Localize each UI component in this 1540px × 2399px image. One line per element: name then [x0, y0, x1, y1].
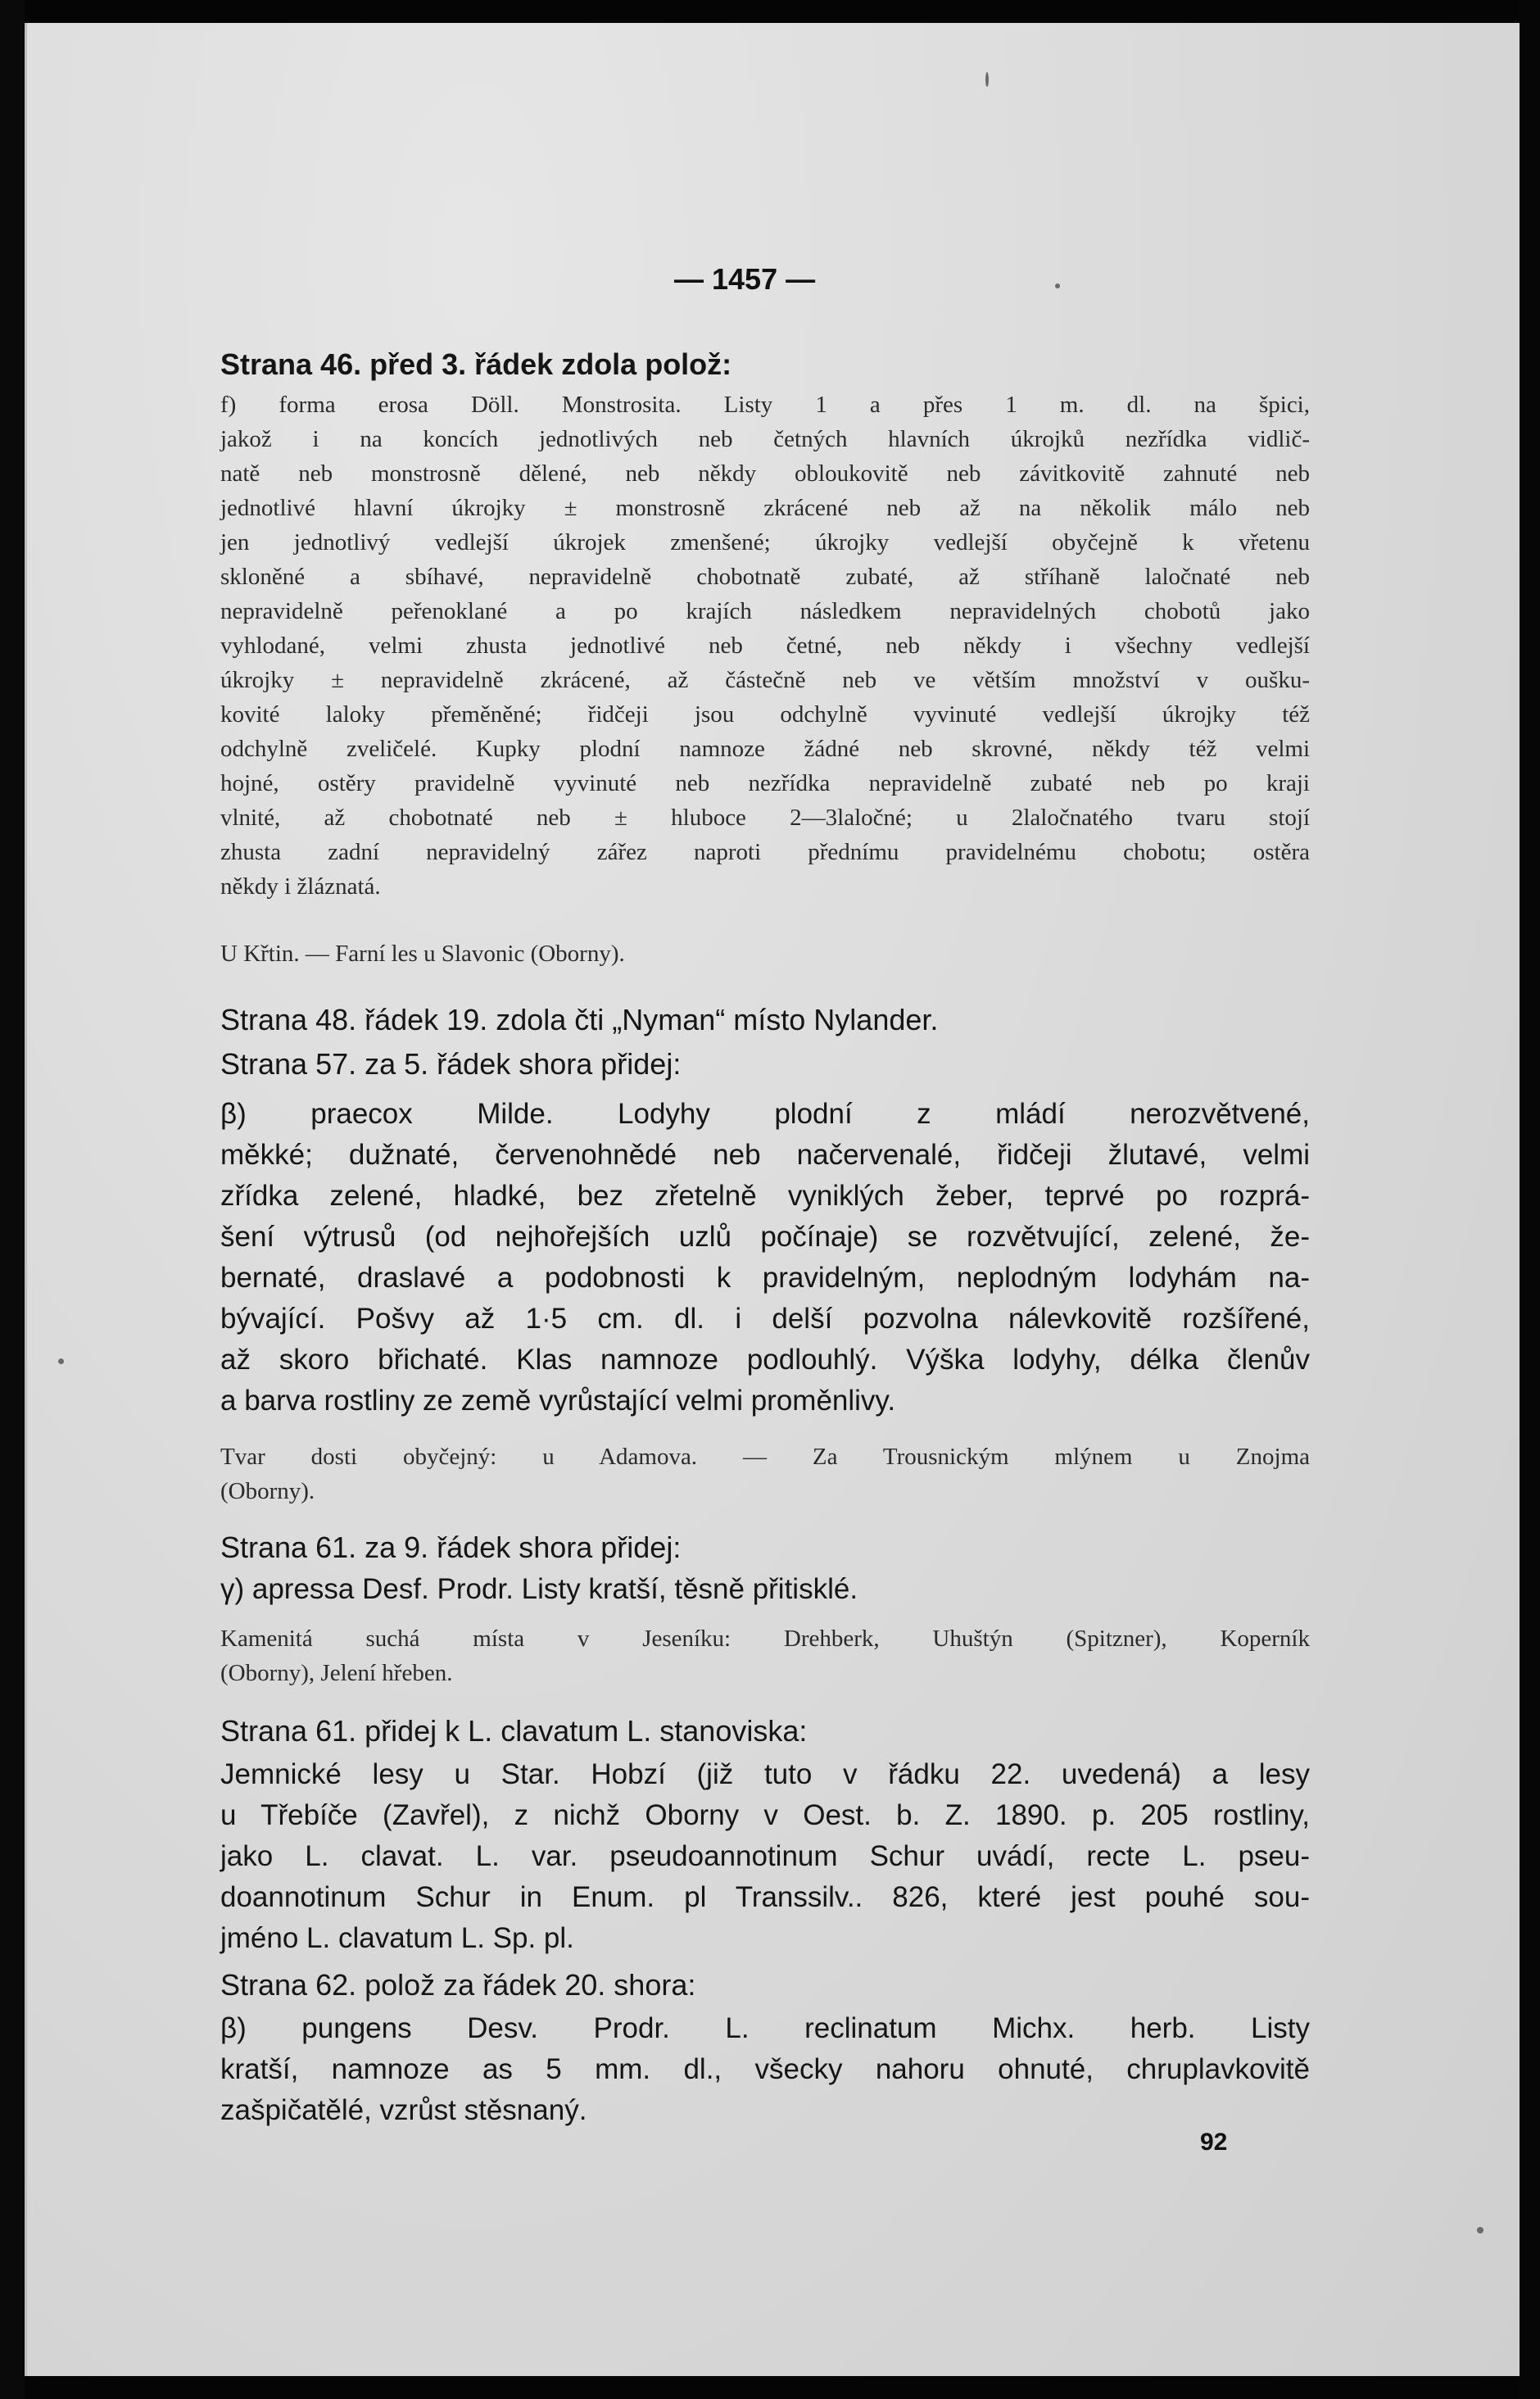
section-heading: Strana 48. řádek 19. zdola čti „Nyman“ místo Nylander. [220, 1003, 939, 1036]
text-line: odchylně zveličelé. Kupky plodní namnoze žádné neb skrovné, někdy též velmi [220, 736, 1310, 762]
text-line: Jemnické lesy u Star. Hobzí (již tuto v řádku 22. uvedená) a lesy [220, 1758, 1310, 1790]
text-line: u Třebíče (Zavřel), z nichž Oborny v Oest. b. Z. 1890. p. 205 rostliny, [220, 1799, 1310, 1831]
text-line: bernaté, draslavé a podobnosti k pravidelným, neplodným lodyhám na- [220, 1262, 1310, 1294]
text-line: hojné, ostěry pravidelně vyvinuté neb nezřídka nepravidelně zubaté neb po kraji [220, 770, 1310, 796]
page-number: — 1457 — [674, 262, 816, 296]
text-line: úkrojky ± nepravidelně zkrácené, až částečně neb ve větším množství v oušku- [220, 667, 1310, 693]
text-line: jednotlivé hlavní úkrojky ± monstrosně zkrácené neb až na několik málo neb [220, 495, 1310, 521]
section-heading: Strana 61. přidej k L. clavatum L. stanoviska: [220, 1714, 808, 1748]
text-line: kovité laloky přeměněné; řidčeji jsou odchylně vyvinuté vedlejší úkrojky též [220, 701, 1310, 728]
locality-note: U Křtin. — Farní les u Slavonic (Oborny). [220, 941, 625, 967]
text-line: měkké; dužnaté, červenohnědé neb načervenalé, řidčeji žlutavé, velmi [220, 1139, 1310, 1171]
locality-note: Kamenitá suchá místa v Jeseníku: Drehberk, Uhuštýn (Spitzner), Koperník [220, 1626, 1310, 1652]
text-line: někdy i žláznatá. [220, 873, 381, 900]
text-line: zhusta zadní nepravidelný zářez naproti přednímu pravidelnému chobotu; ostěra [220, 839, 1310, 865]
text-line: jako L. clavat. L. var. pseudoannotinum Schur uvádí, recte L. pseu- [220, 1840, 1310, 1872]
dust-mark [985, 72, 989, 87]
text-line: jen jednotlivý vedlejší úkrojek zmenšené; úkrojky vedlejší obyčejně k vřetenu [220, 529, 1310, 556]
section-heading: Strana 62. polož za řádek 20. shora: [220, 1968, 696, 2002]
text-line: vlnité, až chobotnaté neb ± hluboce 2—3laločné; u 2laločnatého tvaru stojí [220, 805, 1310, 831]
text-line: doannotinum Schur in Enum. pl Transsilv.. 826, které jest pouhé sou- [220, 1881, 1310, 1913]
text-line: skloněné a sbíhavé, nepravidelně chobotnatě zubaté, až stříhaně laločnaté neb [220, 564, 1310, 590]
scan-border-right [1517, 0, 1540, 2399]
locality-note: (Oborny), Jelení hřeben. [220, 1660, 453, 1686]
text-line: bývající. Pošvy až 1·5 cm. dl. i delší pozvolna nálevkovitě rozšířené, [220, 1303, 1310, 1335]
dust-mark [1055, 283, 1060, 288]
section-heading: Strana 61. za 9. řádek shora přidej: [220, 1531, 682, 1564]
locality-note: Tvar dosti obyčejný: u Adamova. — Za Trousnickým mlýnem u Znojma [220, 1444, 1310, 1470]
dust-mark [58, 1358, 64, 1364]
text-line: a barva rostliny ze země vyrůstající velmi proměnlivy. [220, 1385, 896, 1417]
text-line: β) praecox Milde. Lodyhy plodní z mládí nerozvětvené, [220, 1098, 1310, 1130]
text-line: zašpičatělé, vzrůst stěsnaný. [220, 2094, 587, 2126]
text-line: zřídka zelené, hladké, bez zřetelně vyniklých žeber, teprvé po rozprá- [220, 1180, 1310, 1212]
text-line: jakož i na koncích jednotlivých neb četných hlavních úkrojků nezřídka vidlič- [220, 426, 1310, 452]
text-line: až skoro břichaté. Klas namnoze podlouhlý. Výška lodyhy, délka členův [220, 1344, 1310, 1376]
signature-mark: 92 [1200, 2129, 1228, 2156]
text-line: γ) apressa Desf. Prodr. Listy kratší, těsně přitisklé. [220, 1573, 858, 1605]
text-line: nepravidelně peřenoklané a po krajích následkem nepravidelných chobotů jako [220, 598, 1310, 624]
scan-border-left [0, 0, 25, 2399]
section-heading: Strana 46. před 3. řádek zdola polož: [220, 347, 732, 381]
text-line: jméno L. clavatum L. Sp. pl. [220, 1922, 574, 1954]
document-page [25, 23, 1520, 2376]
text-line: kratší, namnoze as 5 mm. dl., všecky nahoru ohnuté, chruplavkovitě [220, 2053, 1310, 2085]
text-line: vyhlodané, velmi zhusta jednotlivé neb četné, neb někdy i všechny vedlejší [220, 633, 1310, 659]
text-line: β) pungens Desv. Prodr. L. reclinatum Michx. herb. Listy [220, 2012, 1310, 2044]
text-line: f) forma erosa Döll. Monstrosita. Listy 1 a přes 1 m. dl. na špici, [220, 392, 1310, 418]
locality-note: (Oborny). [220, 1478, 315, 1504]
section-heading: Strana 57. za 5. řádek shora přidej: [220, 1047, 682, 1081]
text-line: natě neb monstrosně dělené, neb někdy obloukovitě neb závitkovitě zahnuté neb [220, 460, 1310, 487]
dust-mark [1477, 2227, 1483, 2233]
text-line: šení výtrusů (od nejhořejších uzlů počínaje) se rozvětvující, zelené, že- [220, 1221, 1310, 1253]
